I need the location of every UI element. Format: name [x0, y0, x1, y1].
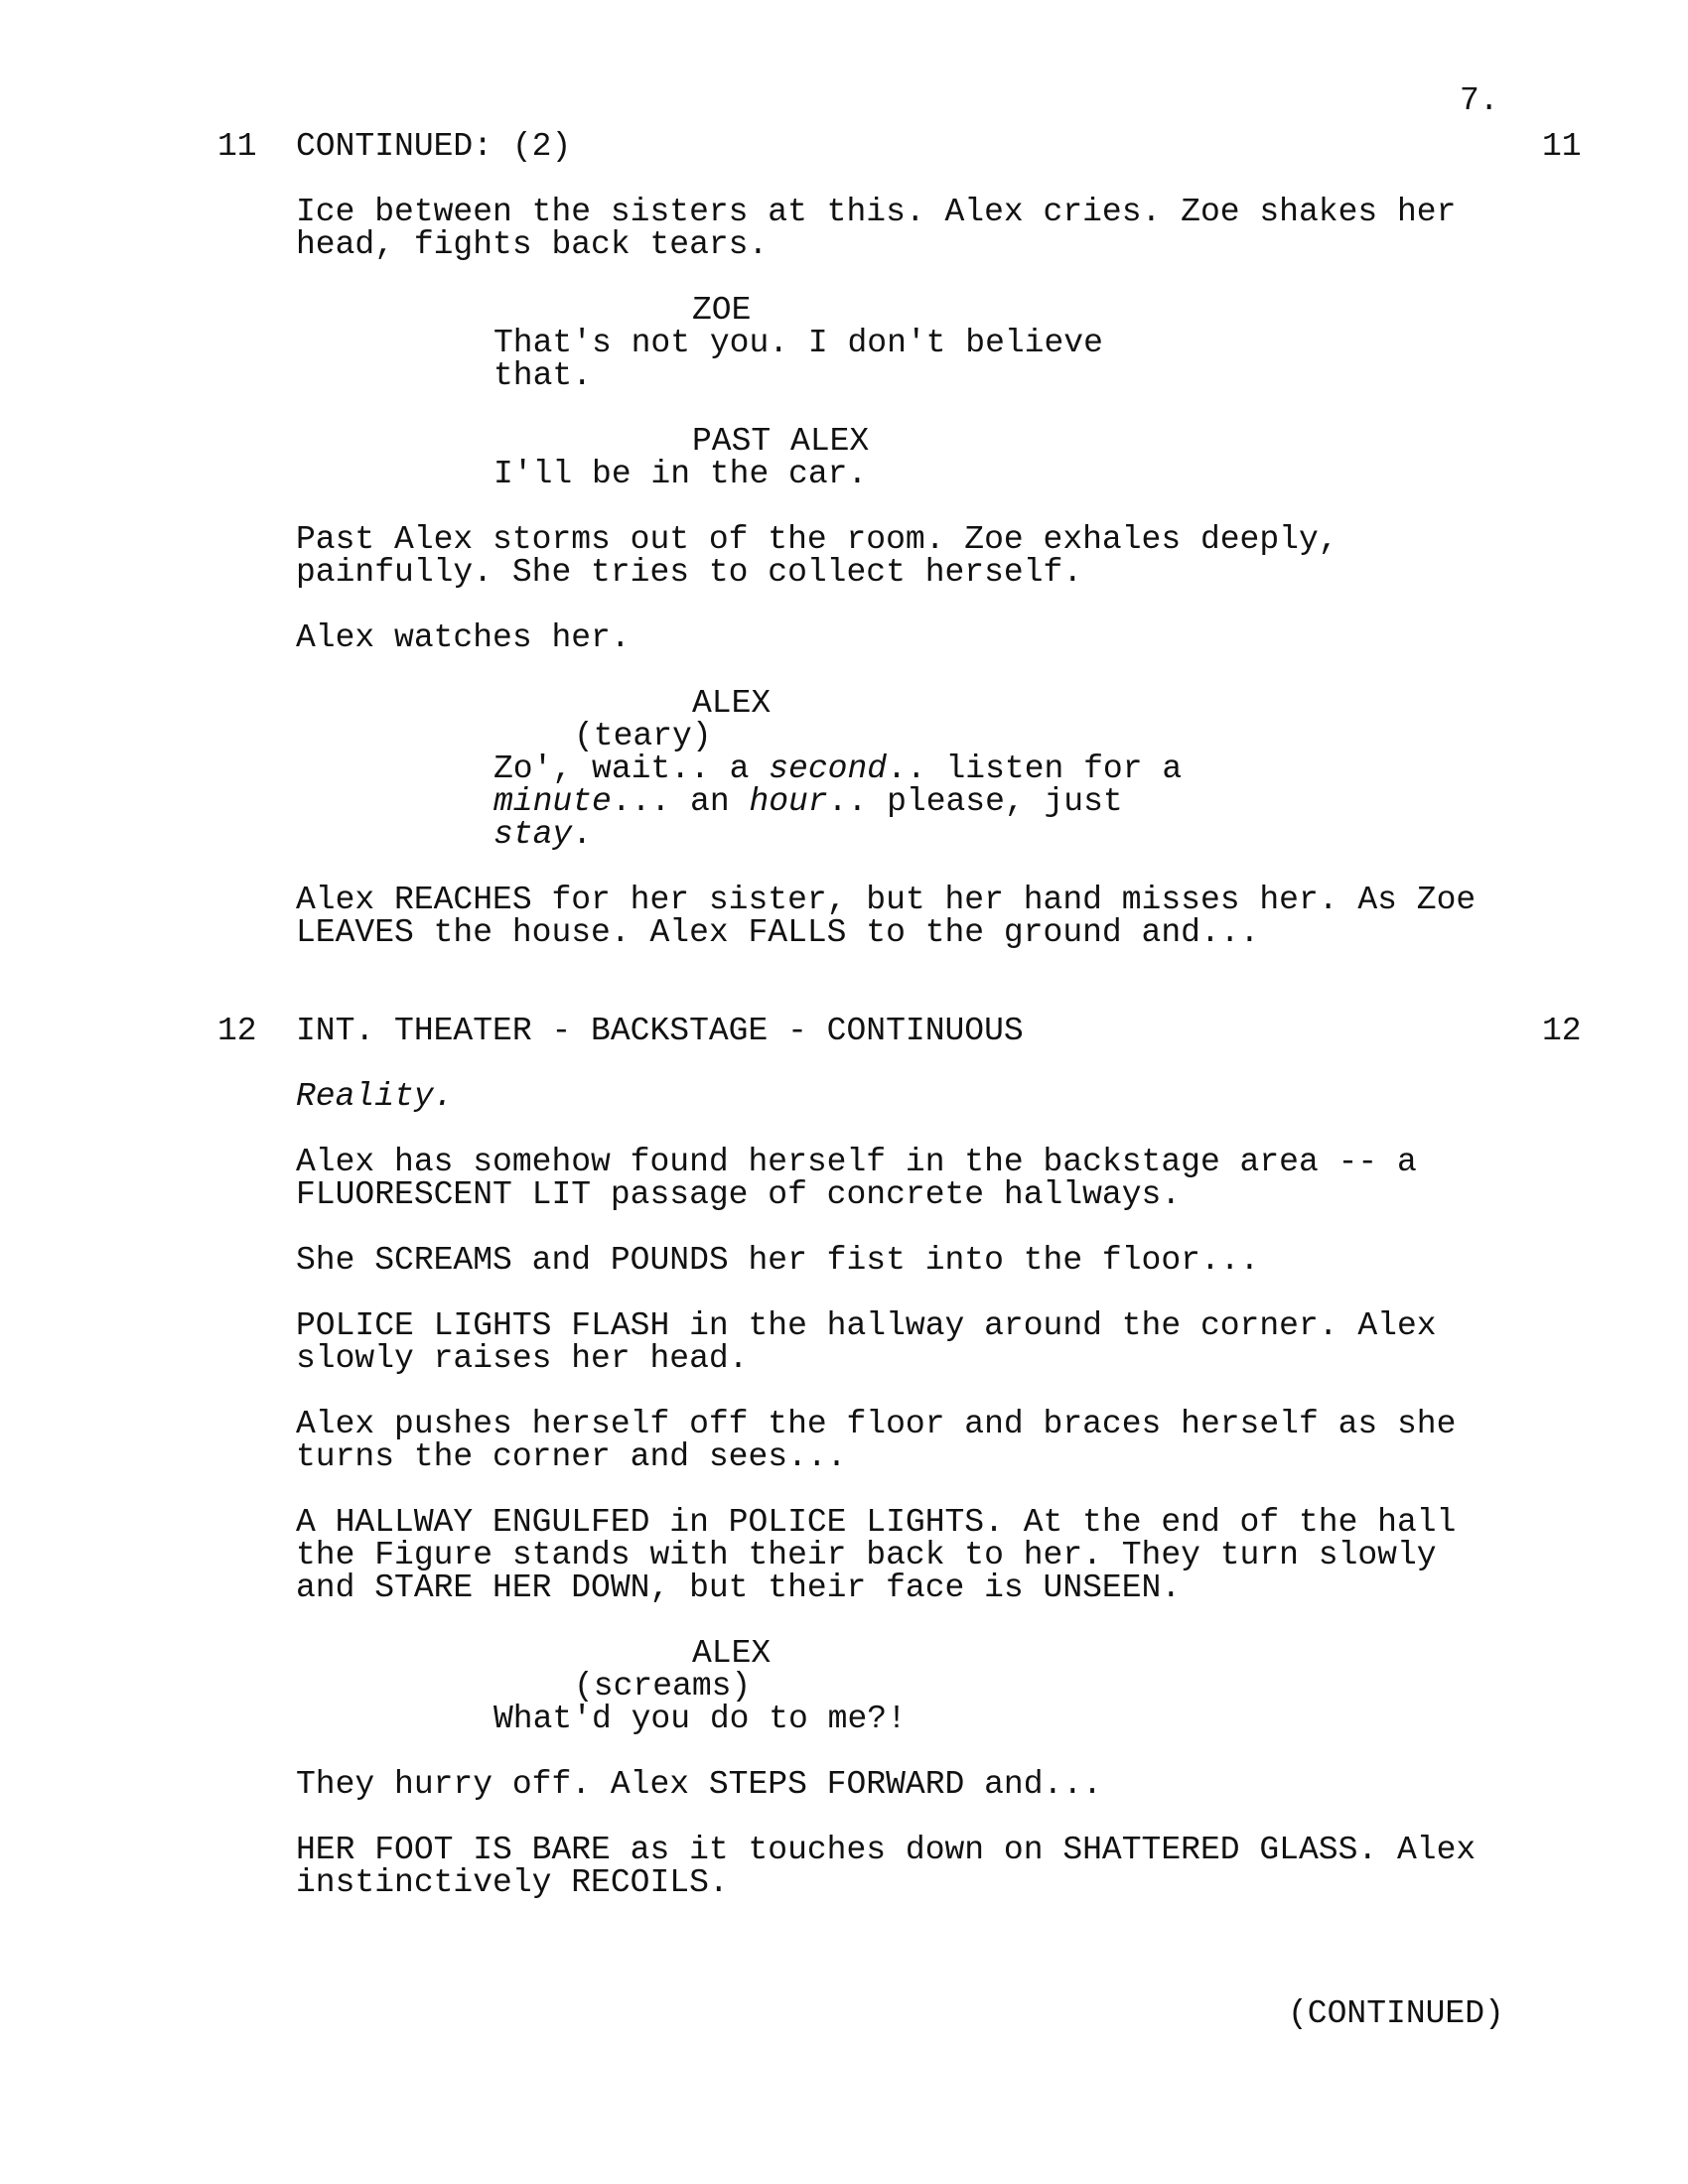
parenthetical: (teary) — [574, 718, 712, 754]
character-name: ALEX — [692, 1635, 772, 1672]
action-line: She SCREAMS and POUNDS her fist into the floor... — [296, 1242, 1260, 1279]
action-line: POLICE LIGHTS FLASH in the hallway around the corner. Alex — [296, 1307, 1437, 1344]
scene-number-right: 12 — [1542, 1013, 1582, 1049]
scene-heading: CONTINUED: (2) — [296, 128, 572, 165]
action-line: Ice between the sisters at this. Alex cries. Zoe shakes her — [296, 194, 1457, 230]
action-line: head, fights back tears. — [296, 226, 769, 263]
character-name: PAST ALEX — [692, 423, 870, 460]
action-line: Alex watches her. — [296, 619, 631, 656]
dialogue-line: that. — [493, 357, 593, 394]
dialogue-line: That's not you. I don't believe — [493, 325, 1103, 361]
action-line: Alex pushes herself off the floor and braces herself as she — [296, 1406, 1457, 1442]
scene-number-right: 11 — [1542, 128, 1582, 165]
scene-heading: INT. THEATER - BACKSTAGE - CONTINUOUS — [296, 1013, 1024, 1049]
dialogue-line: Zo', wait.. a second.. listen for a — [493, 751, 1183, 787]
action-line: Past Alex storms out of the room. Zoe exhales deeply, — [296, 521, 1338, 558]
character-name: ZOE — [692, 292, 752, 329]
action-line: LEAVES the house. Alex FALLS to the ground and... — [296, 914, 1260, 951]
dialogue-line: I'll be in the car. — [493, 456, 868, 492]
scene-number-left: 11 — [217, 128, 257, 165]
parenthetical: (screams) — [574, 1668, 752, 1705]
action-line: A HALLWAY ENGULFED in POLICE LIGHTS. At the end of the hall — [296, 1504, 1457, 1541]
action-line: and STARE HER DOWN, but their face is UNSEEN. — [296, 1570, 1182, 1606]
action-line: turns the corner and sees... — [296, 1438, 847, 1475]
action-line: instinctively RECOILS. — [296, 1864, 729, 1901]
scene-number-left: 12 — [217, 1013, 257, 1049]
action-line: painfully. She tries to collect herself. — [296, 554, 1083, 591]
action-line: FLUORESCENT LIT passage of concrete hallways. — [296, 1176, 1182, 1213]
action-line: the Figure stands with their back to her. They turn slowly — [296, 1537, 1437, 1573]
action-line: They hurry off. Alex STEPS FORWARD and... — [296, 1766, 1102, 1803]
page-number: 7. — [1460, 82, 1499, 119]
action-line: HER FOOT IS BARE as it touches down on SHATTERED GLASS. Alex — [296, 1832, 1477, 1868]
action-line: Alex REACHES for her sister, but her hand misses her. As Zoe — [296, 882, 1477, 918]
action-line: Alex has somehow found herself in the backstage area -- a — [296, 1144, 1417, 1180]
dialogue-line: What'd you do to me?! — [493, 1701, 907, 1737]
action-line: Reality. — [296, 1078, 454, 1115]
continued-footer: (CONTINUED) — [1288, 1995, 1504, 2032]
dialogue-line: stay. — [493, 816, 593, 853]
character-name: ALEX — [692, 685, 772, 722]
action-line: slowly raises her head. — [296, 1340, 749, 1377]
dialogue-line: minute... an hour.. please, just — [493, 783, 1123, 820]
